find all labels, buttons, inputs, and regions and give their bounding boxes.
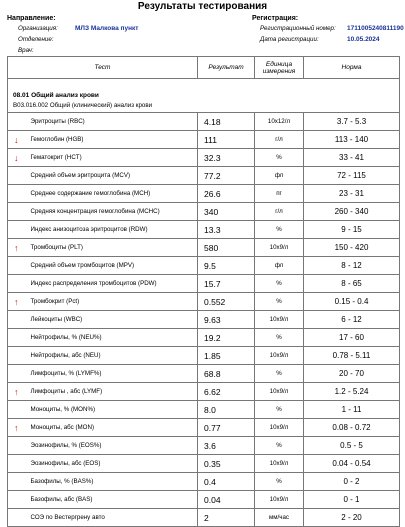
result-value: 4.18 <box>198 113 255 131</box>
reg-date-label: Дата регистрации: <box>260 36 319 43</box>
table-row <box>8 455 400 473</box>
result-value: 0.4 <box>198 473 255 491</box>
test-name: Лейкоциты (WBC) <box>25 311 198 329</box>
result-value: 0.35 <box>198 455 255 473</box>
test-name: Эозинофилы, % (EOS%) <box>25 437 198 455</box>
norm-range: 17 - 60 <box>304 329 400 347</box>
table-row <box>8 311 400 329</box>
result-value: 3.6 <box>198 437 255 455</box>
unit-value: фл <box>255 167 304 185</box>
table-row <box>8 473 400 491</box>
flag-icon: ↑ <box>8 383 25 401</box>
norm-range: 113 - 140 <box>304 131 400 149</box>
flag-icon <box>8 347 25 365</box>
result-value: 19.2 <box>198 329 255 347</box>
flag-icon: ↓ <box>8 149 25 167</box>
norm-range: 0.5 - 5 <box>304 437 400 455</box>
result-value: 0.77 <box>198 419 255 437</box>
test-name: Тромбокрит (Pct) <box>25 293 198 311</box>
norm-range: 0.15 - 0.4 <box>304 293 400 311</box>
flag-icon <box>8 365 25 383</box>
section-title: 08.01 Общий анализ крови <box>13 92 99 99</box>
norm-range: 33 - 41 <box>304 149 400 167</box>
test-name: Нейтрофилы, абс (NEU) <box>25 347 198 365</box>
unit-value: 10x9/л <box>255 491 304 509</box>
unit-value: % <box>255 149 304 167</box>
flag-icon: ↓ <box>8 131 25 149</box>
organization-label: Организация: <box>18 25 58 32</box>
table-row <box>8 293 400 311</box>
result-value: 340 <box>198 203 255 221</box>
norm-range: 0.78 - 5.11 <box>304 347 400 365</box>
flag-icon <box>8 329 25 347</box>
flag-icon <box>8 221 25 239</box>
test-name: Среднее содержание гемоглобина (MCH) <box>25 185 198 203</box>
test-name: Индекс распределения тромбоцитов (PDW) <box>25 275 198 293</box>
result-value: 9.63 <box>198 311 255 329</box>
unit-value: % <box>255 293 304 311</box>
section-subtitle: B03.016.002 Общий (клинический) анализ крови <box>13 102 153 109</box>
table-row <box>8 347 400 365</box>
test-name: Базофилы, % (BAS%) <box>25 473 198 491</box>
flag-icon <box>8 311 25 329</box>
department-label: Отделение: <box>18 36 54 43</box>
test-name: Нейтрофилы, % (NEU%) <box>25 329 198 347</box>
unit-value: г/л <box>255 203 304 221</box>
flag-icon <box>8 473 25 491</box>
unit-value: 10x9/л <box>255 419 304 437</box>
test-name: Гематокрит (HCT) <box>25 149 198 167</box>
unit-value: % <box>255 329 304 347</box>
table-row <box>8 383 400 401</box>
norm-range: 0 - 1 <box>304 491 400 509</box>
unit-value: пг <box>255 185 304 203</box>
header-result: Результат <box>198 57 255 79</box>
unit-value: % <box>255 365 304 383</box>
test-name: Лимфоциты , абс (LYMF) <box>25 383 198 401</box>
doctor-label: Врач: <box>18 47 34 54</box>
table-row <box>8 185 400 203</box>
result-value: 77.2 <box>198 167 255 185</box>
unit-value: % <box>255 401 304 419</box>
reg-date-value: 10.05.2024 <box>347 35 380 43</box>
test-name: Эритроциты (RBC) <box>25 113 198 131</box>
unit-value: 10x9/л <box>255 347 304 365</box>
result-value: 15.7 <box>198 275 255 293</box>
test-name: Индекс анизоцитоза эритроцитов (RDW) <box>25 221 198 239</box>
result-value: 68.8 <box>198 365 255 383</box>
norm-range: 0.04 - 0.54 <box>304 455 400 473</box>
flag-icon <box>8 167 25 185</box>
test-name: СОЭ по Вестергрену авто <box>25 509 198 527</box>
header-test: Тест <box>8 57 198 79</box>
norm-range: 0.08 - 0.72 <box>304 419 400 437</box>
unit-value: 10x9/л <box>255 239 304 257</box>
header-norm: Норма <box>304 57 400 79</box>
result-value: 0.04 <box>198 491 255 509</box>
flag-icon: ↑ <box>8 239 25 257</box>
norm-range: 150 - 420 <box>304 239 400 257</box>
flag-icon <box>8 437 25 455</box>
table-row <box>8 221 400 239</box>
norm-range: 8 - 65 <box>304 275 400 293</box>
norm-range: 20 - 70 <box>304 365 400 383</box>
table-row <box>8 257 400 275</box>
registration-label: Регистрация: <box>252 15 299 22</box>
unit-value: 10x9/л <box>255 311 304 329</box>
unit-value: мм/час <box>255 509 304 527</box>
flag-icon <box>8 113 25 131</box>
flag-icon <box>8 257 25 275</box>
result-value: 2 <box>198 509 255 527</box>
norm-range: 1 - 11 <box>304 401 400 419</box>
table-row <box>8 167 400 185</box>
reg-number-label: Регистрационный номер: <box>260 25 336 32</box>
unit-value: % <box>255 473 304 491</box>
result-value: 111 <box>198 131 255 149</box>
norm-range: 8 - 12 <box>304 257 400 275</box>
norm-range: 2 - 20 <box>304 509 400 527</box>
test-name: Лимфоциты, % (LYMF%) <box>25 365 198 383</box>
flag-icon: ↑ <box>8 293 25 311</box>
norm-range: 6 - 12 <box>304 311 400 329</box>
result-value: 9.5 <box>198 257 255 275</box>
result-value: 6.62 <box>198 383 255 401</box>
table-row <box>8 275 400 293</box>
norm-range: 260 - 340 <box>304 203 400 221</box>
result-value: 26.6 <box>198 185 255 203</box>
reg-number-value: 1711005240811190 <box>347 24 404 32</box>
flag-icon <box>8 401 25 419</box>
direction-label: Направление: <box>7 15 56 22</box>
header-unit: Единица измерения <box>255 57 304 79</box>
unit-value: % <box>255 275 304 293</box>
table-row <box>8 437 400 455</box>
section-row <box>8 79 400 113</box>
result-value: 580 <box>198 239 255 257</box>
test-name: Гемоглобин (HGB) <box>25 131 198 149</box>
table-row <box>8 203 400 221</box>
test-name: Средняя концентрация гемоглобина (MCHC) <box>25 203 198 221</box>
flag-icon: ↑ <box>8 419 25 437</box>
norm-range: 9 - 15 <box>304 221 400 239</box>
unit-value: 10x9/л <box>255 455 304 473</box>
table-header-row <box>8 57 400 79</box>
test-name: Базофилы, абс (BAS) <box>25 491 198 509</box>
test-name: Моноциты, % (MON%) <box>25 401 198 419</box>
flag-icon <box>8 185 25 203</box>
norm-range: 3.7 - 5.3 <box>304 113 400 131</box>
test-name: Средний объем эритроцита (MCV) <box>25 167 198 185</box>
table-row <box>8 149 400 167</box>
organization-value: МЛЗ Малкова пункт <box>75 24 139 32</box>
table-row <box>8 329 400 347</box>
result-value: 32.3 <box>198 149 255 167</box>
result-value: 1.85 <box>198 347 255 365</box>
table-row <box>8 509 400 527</box>
table-row <box>8 419 400 437</box>
norm-range: 1.2 - 5.24 <box>304 383 400 401</box>
table-row <box>8 131 400 149</box>
test-name: Эозинофилы, абс (EOS) <box>25 455 198 473</box>
unit-value: 10x12/л <box>255 113 304 131</box>
results-table <box>7 56 400 527</box>
page-title: Результаты тестирования <box>137 1 268 12</box>
flag-icon <box>8 275 25 293</box>
table-row <box>8 401 400 419</box>
result-value: 13.3 <box>198 221 255 239</box>
unit-value: фл <box>255 257 304 275</box>
unit-value: % <box>255 437 304 455</box>
flag-icon <box>8 203 25 221</box>
norm-range: 0 - 2 <box>304 473 400 491</box>
unit-value: г/л <box>255 131 304 149</box>
result-value: 8.0 <box>198 401 255 419</box>
result-value: 0.552 <box>198 293 255 311</box>
norm-range: 72 - 115 <box>304 167 400 185</box>
table-row <box>8 113 400 131</box>
table-row <box>8 365 400 383</box>
unit-value: 10x9/л <box>255 383 304 401</box>
norm-range: 23 - 31 <box>304 185 400 203</box>
table-row <box>8 239 400 257</box>
test-name: Средний объем тромбоцитов (MPV) <box>25 257 198 275</box>
test-name: Тромбоциты (PLT) <box>25 239 198 257</box>
unit-value: % <box>255 221 304 239</box>
flag-icon <box>8 509 25 527</box>
test-name: Моноциты, абс (MON) <box>25 419 198 437</box>
flag-icon <box>8 455 25 473</box>
